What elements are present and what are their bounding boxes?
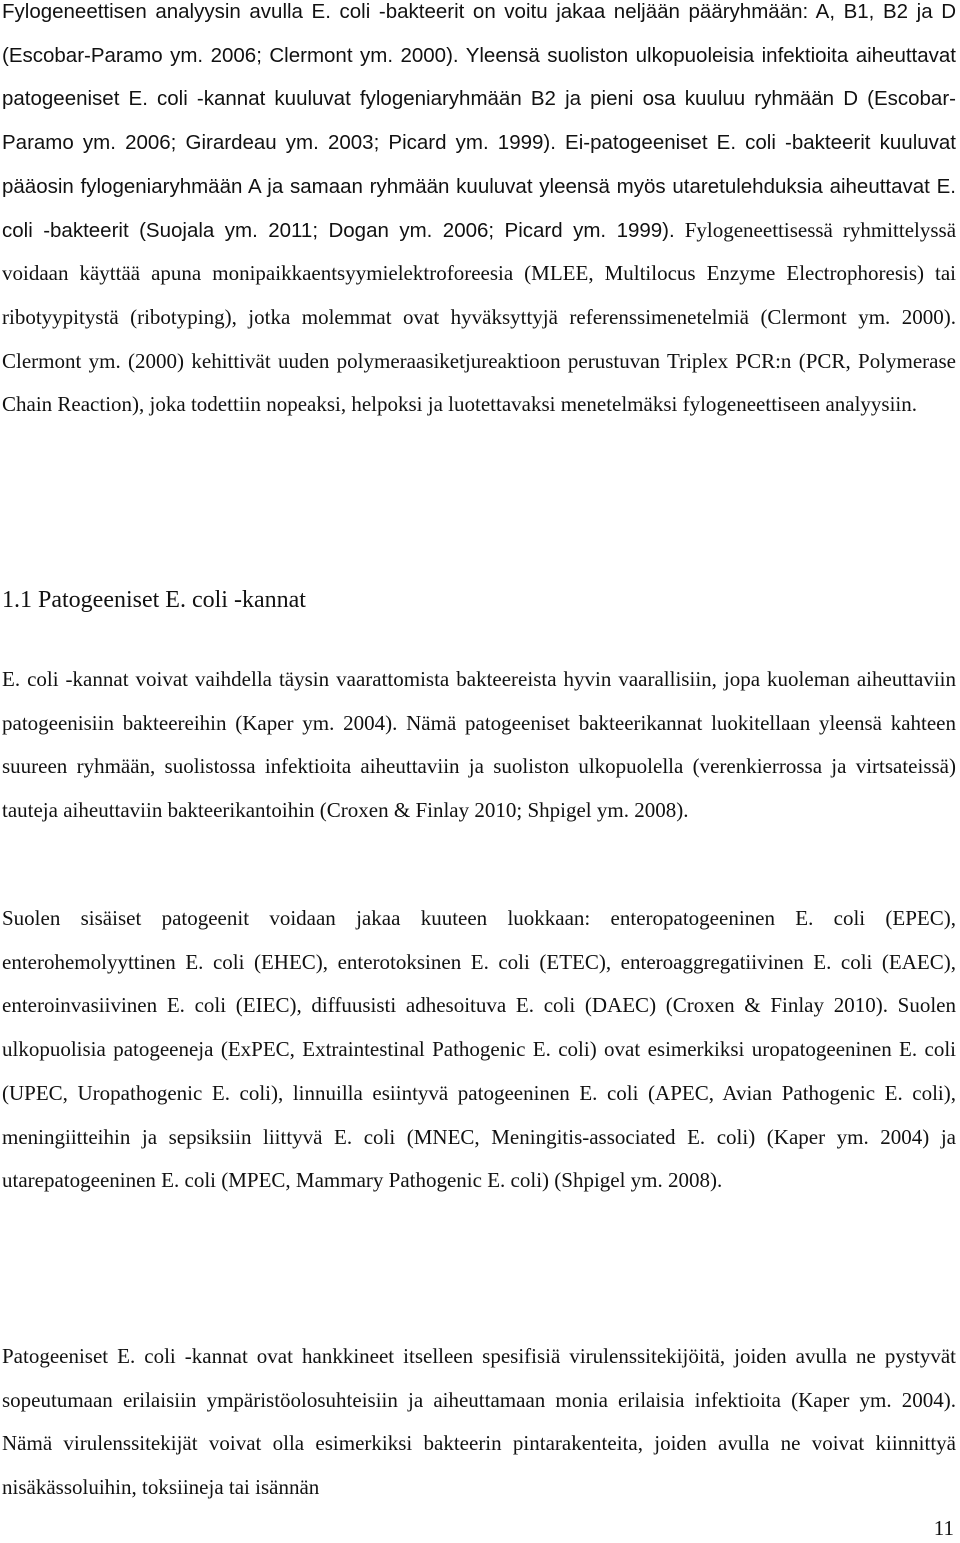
paragraph-phylogenetic-methods: Fylogeneettisessä ryhmittelyssä voidaan käyttää apuna monipaikkaentsyymielektroforeesia (MLEE, Multilocus Enzyme Electrophoresis) tai ribotyypitystä (ribotyping), jotka molemmat ovat hyväksyttyjä referenssimenetelmiä (Clermont ym. 2000). Clermont ym. (2000) kehittivät uuden polymeraasiketjureaktioon perustuvan Triplex PCR:n (PCR, Polymerase Chain Reaction), joka todettiin nopeaksi, helpoksi ja luotettavaksi menetelmäksi fylogeneettiseen analyysiin.: [2, 217, 957, 417]
paragraph-pathogenic-strains: E. coli -kannat voivat vaihdella täysin vaarattomista bakteereista hyvin vaarallisiin, jopa kuoleman aiheuttaviin patogeenisiin bakteereihin (Kaper ym. 2004). Nämä patogeeniset bakteerikannat luokitellaan yleensä kahteen suureen ryhmään, suolistossa infektioita aiheuttaviin ja suoliston ulkopuolella (verenkierrossa ja virtsateissä) tauteja aiheuttaviin bakteerikantoihin (Croxen & Finlay 2010; Shpigel ym. 2008).: [2, 667, 956, 823]
section-heading: 1.1 Patogeeniset E. coli -kannat: [2, 587, 306, 613]
paragraph-phylogenetic-groups-sans: Fylogeneettisen analyysin avulla E. coli -bakteerit on voitu jakaa neljään pääryhmään: A, B1, B2 ja D (Escobar-Paramo ym. 2006; Clermont ym. 2000). Yleensä suoliston ulkopuoleisia infektioita aiheuttavat patogeeniset E. coli -kannat kuuluvat fylogeniaryhmään B2 ja pieni osa kuuluu ryhmään D (Escobar-Paramo ym. 2006; Girardeau ym. 2003; Picard ym. 1999). Ei-patogeeniset E. coli -bakteerit kuuluvat pääosin fylogeniaryhmään A ja samaan ryhmään kuuluvat yleensä myös utaretulehduksia aiheuttavat E. coli -bakteerit (Suojala ym. 2011; Dogan ym. 2006; Picard ym. 1999).: [2, 0, 956, 242]
paragraph-phylogenetic-groups: [2, 0, 956, 427]
page-number: 11: [933, 1516, 954, 1540]
paragraph-pathotypes: Suolen sisäiset patogeenit voidaan jakaa kuuteen luokkaan: enteropatogeeninen E. coli (EPEC), enterohemolyyttinen E. coli (EHEC), enterotoksinen E. coli (ETEC), enteroaggregatiivinen E. coli (EAEC), enteroinvasiivinen E. coli (EIEC), diffuusisti adhesoituva E. coli (DAEC) (Croxen & Finlay 2010). Suolen ulkopuolisia patogeeneja (ExPEC, Extraintestinal Pathogenic E. coli) ovat esimerkiksi uropatogeeninen E. coli (UPEC, Uropathogenic E. coli), linnuilla esiintyvä patogeeninen E. coli (APEC, Avian Pathogenic E. coli), meningiitteihin ja sepsiksiin liittyvä E. coli (MNEC, Meningitis-associated E. coli) (Kaper ym. 2004) ja utarepatogeeninen E. coli (MPEC, Mammary Pathogenic E. coli) (Shpigel ym. 2008).: [2, 906, 956, 1193]
paragraph-virulence-factors: Patogeeniset E. coli -kannat ovat hankkineet itselleen spesifisiä virulenssitekijöitä, joiden avulla ne pystyvät sopeutumaan erilaisiin ympäristöolosuhteisiin ja aiheuttamaan monia erilaisia infektioita (Kaper ym. 2004). Nämä virulenssitekijät voivat olla esimerkiksi bakteerin pintarakenteita, joiden avulla ne voivat kiinnittyä nisäkässoluihin, toksiineja tai isännän: [2, 1344, 956, 1500]
